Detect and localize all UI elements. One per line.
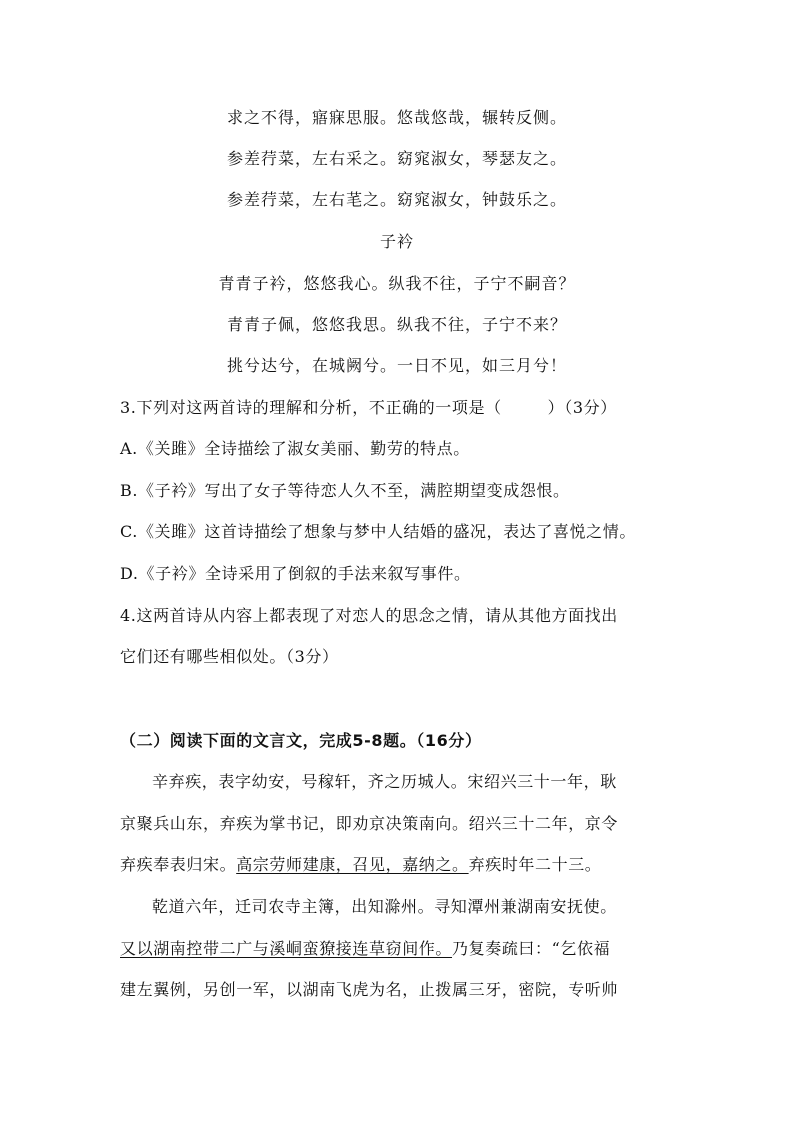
underlined-sentence: 高宗劳师建康，召见，嘉纳之。 — [236, 855, 469, 874]
passage-line: 辛弃疾，表字幼安，号稼轩，齐之历城人。宋绍兴三十一年，耿 — [152, 772, 617, 791]
poem-zijin-line: 挑兮达兮，在城阙兮。一日不见，如三月兮！ — [226, 356, 567, 375]
poem-guanju-line: 参差荇菜，左右采之。窈窕淑女，琴瑟友之。 — [226, 149, 567, 168]
section-2-heading: （二）阅读下面的文言文，完成5-8题。（16分） — [120, 731, 482, 750]
passage-line: 建左翼例，另创一军，以湖南飞虎为名，止拨属三牙，密院，专听帅 — [120, 980, 619, 999]
passage-text: 弃疾时年二十三。 — [468, 855, 602, 874]
passage-line: 乾道六年，迁司农寺主簿，出知滁州。寻知潭州兼湖南安抚使。 — [152, 897, 617, 916]
question-4-line: 4.这两首诗从内容上都表现了对恋人的思念之情，请从其他方面找出 — [120, 606, 618, 625]
passage-text: 弃疾奉表归宋。 — [120, 855, 237, 874]
poem-zijin-line: 青青子衿，悠悠我心。纵我不往，子宁不嗣音？ — [218, 274, 576, 293]
poem-zijin-line: 青青子佩，悠悠我思。纵我不往，子宁不来？ — [226, 315, 567, 334]
question-3-stem-text: 3.下列对这两首诗的理解和分析，不正确的一项是（ — [120, 398, 502, 417]
question-3-option-d: D.《子衿》全诗采用了倒叙的手法来叙写事件。 — [120, 564, 471, 583]
underlined-sentence: 又以湖南控带二广与溪峒蛮獠接连草窃间作。 — [120, 939, 453, 958]
passage-line — [120, 854, 601, 876]
poem-guanju-line: 求之不得，寤寐思服。悠哉悠哉，辗转反侧。 — [226, 108, 567, 127]
question-3-stem — [120, 397, 617, 419]
passage-text: 乃复奏疏曰：“乞依福 — [452, 939, 611, 958]
passage-line — [120, 938, 610, 960]
poem-zijin-title: 子衿 — [379, 232, 414, 251]
question-3-option-c: C.《关雎》这首诗描绘了想象与梦中人结婚的盛况，表达了喜悦之情。 — [120, 522, 636, 541]
poem-guanju-line: 参差荇菜，左右芼之。窈窕淑女，钟鼓乐之。 — [226, 190, 567, 209]
question-3-option-b: B.《子衿》写出了女子等待恋人久不至，满腔期望变成怨恨。 — [120, 481, 570, 500]
question-3-score: ）（3分） — [547, 398, 617, 417]
question-3-option-a: A.《关雎》全诗描绘了淑女美丽、勤劳的特点。 — [120, 439, 470, 458]
question-4-line: 它们还有哪些相似处。（3分） — [120, 647, 339, 666]
passage-line: 京聚兵山东，弃疾为掌书记，即劝京决策南向。绍兴三十二年，京令 — [120, 814, 619, 833]
